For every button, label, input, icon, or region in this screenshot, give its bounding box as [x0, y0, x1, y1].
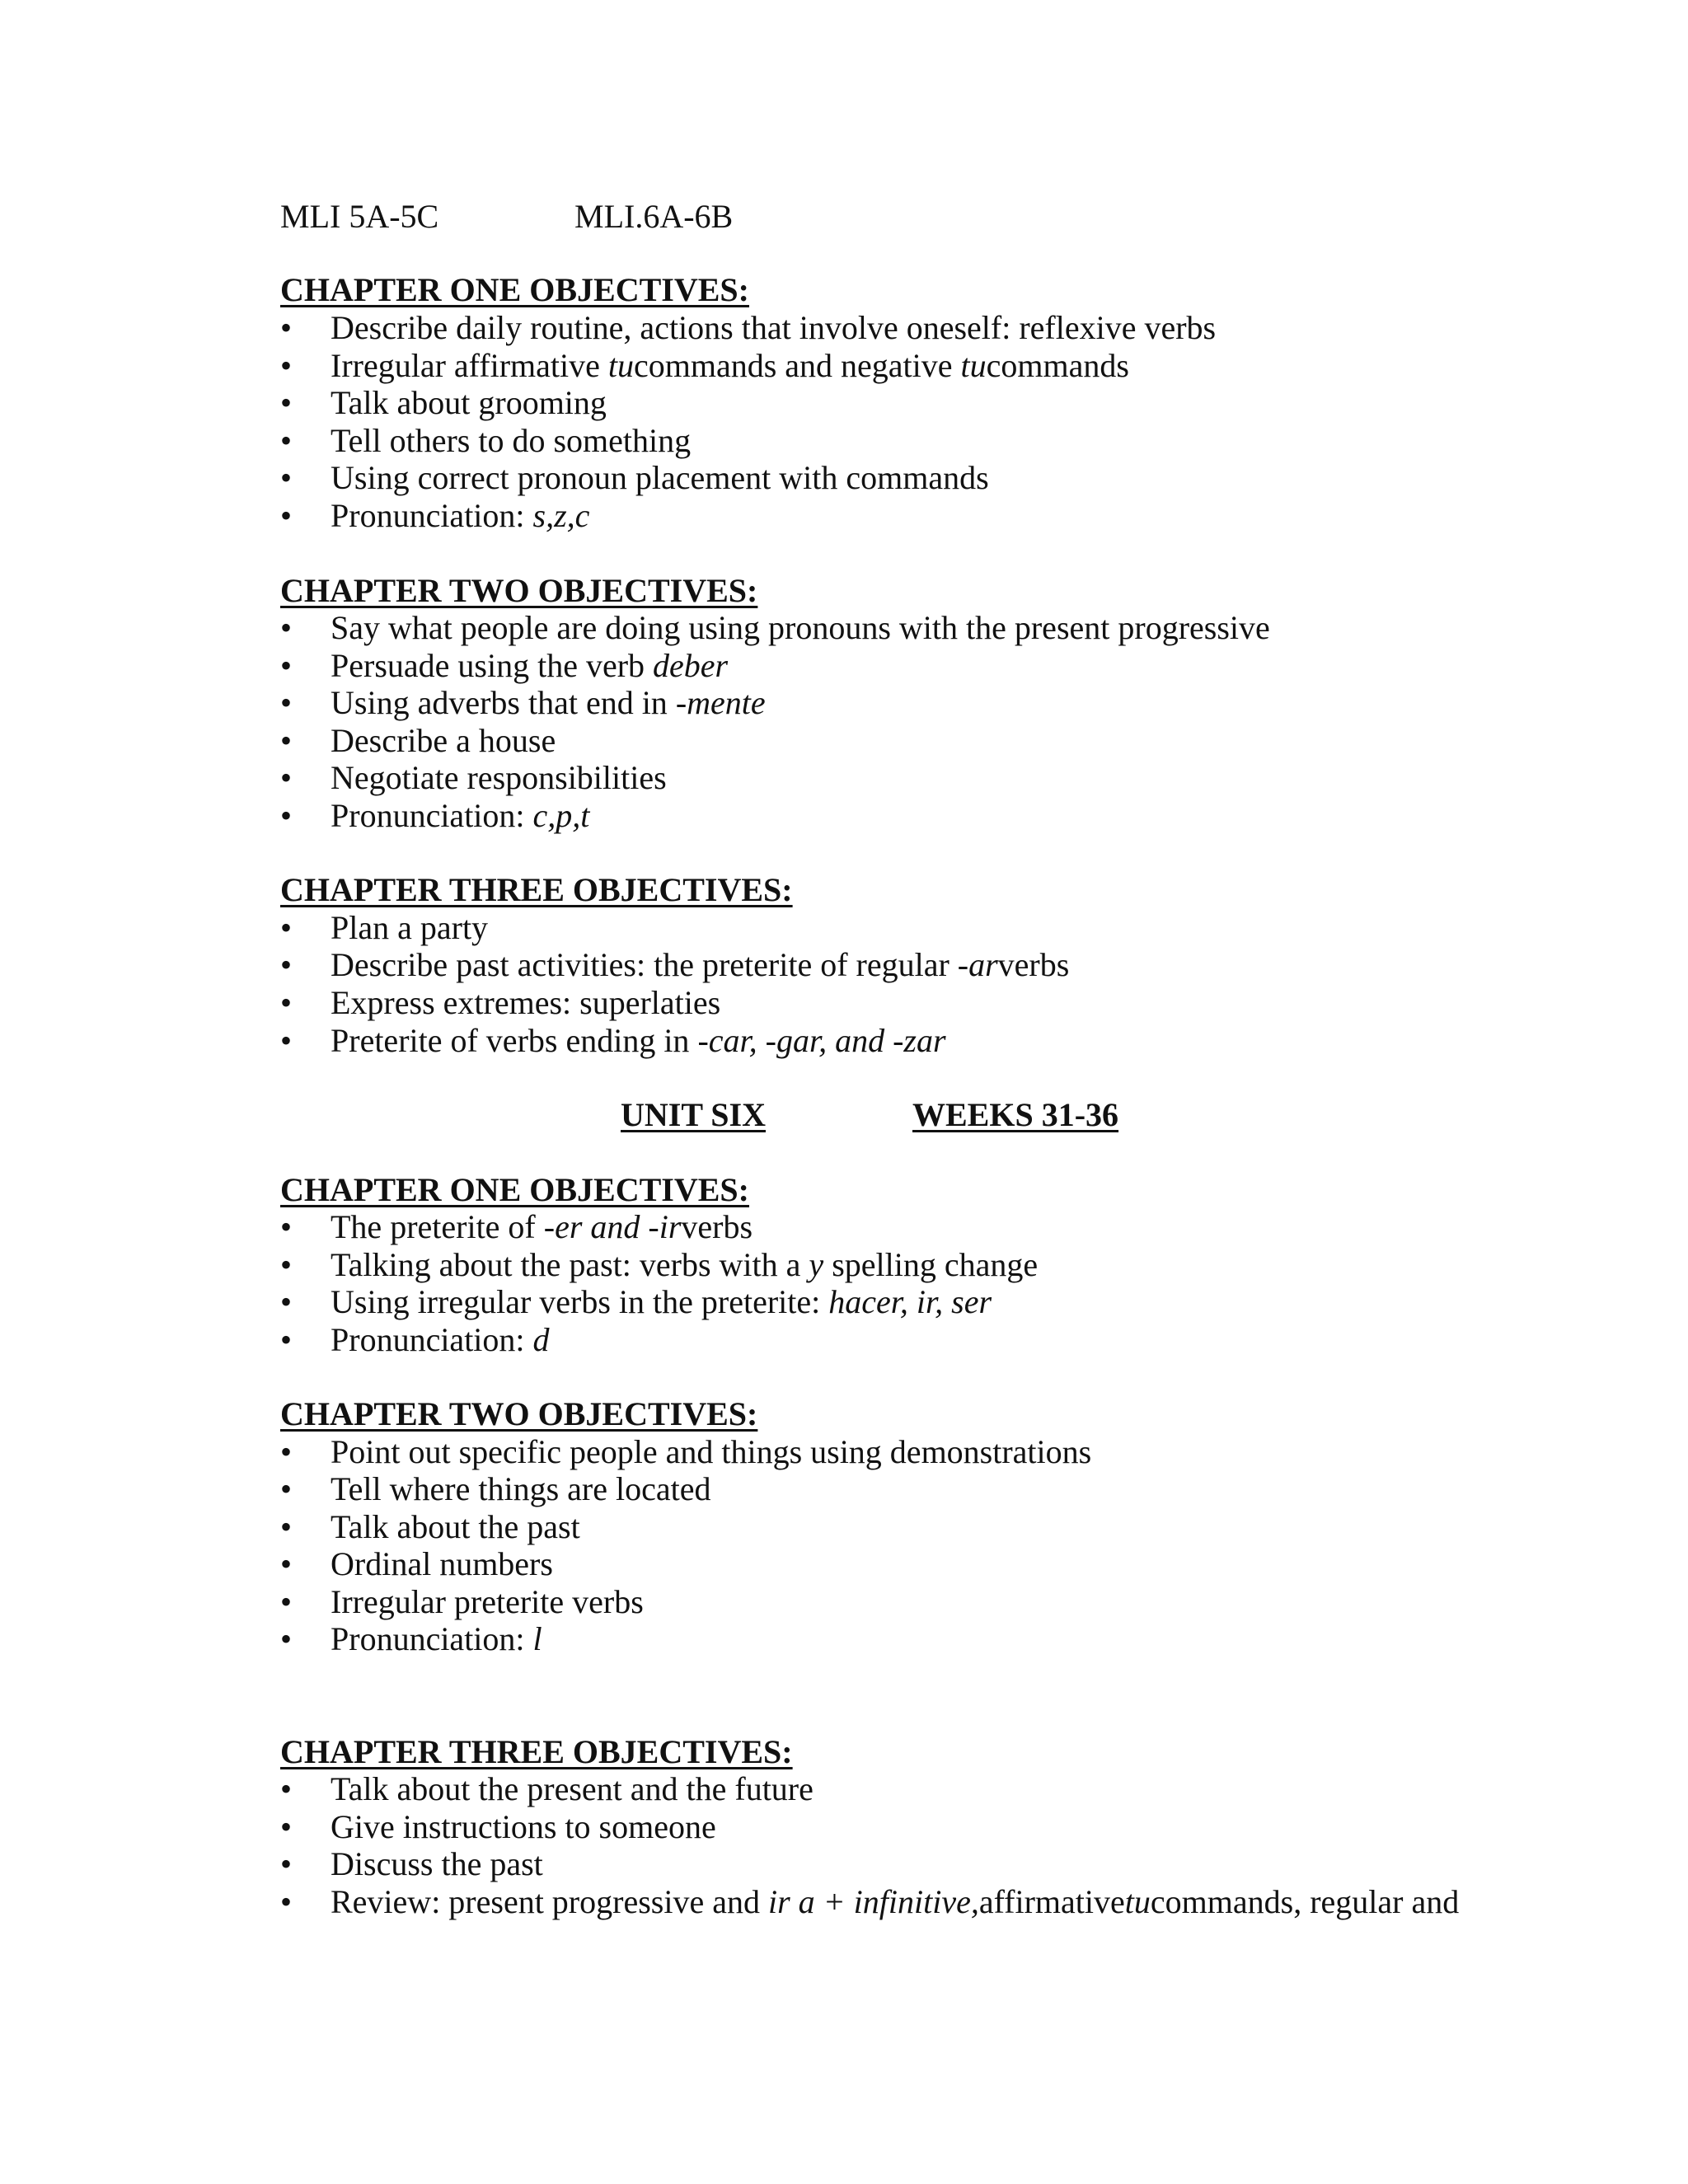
bullet: • — [280, 1883, 293, 1920]
bullet: • — [280, 1545, 293, 1582]
bullet: • — [280, 1583, 293, 1620]
objective-item: Express extremes: superlaties — [331, 984, 721, 1021]
bullet: • — [280, 647, 293, 684]
bullet: • — [280, 946, 293, 983]
unit-six-heading: UNIT SIX — [621, 1096, 766, 1133]
bullet: • — [280, 797, 293, 834]
bullet: • — [280, 1808, 293, 1845]
bullet: • — [280, 1321, 293, 1358]
objective-item: Review: present progressive and ir a + infinitive,affirmativetucommands, regular and — [331, 1883, 1460, 1920]
bullet: • — [280, 1208, 293, 1245]
objective-item: Give instructions to someone — [331, 1808, 716, 1845]
bullet: • — [280, 459, 293, 496]
bullet: • — [280, 609, 293, 646]
objective-item: Talking about the past: verbs with a y spelling change — [331, 1246, 1039, 1283]
objective-item: Persuade using the verb deber — [331, 647, 729, 684]
bullet: • — [280, 722, 293, 759]
objective-item: Pronunciation: c,p,t — [331, 797, 590, 834]
objective-item: Irregular affirmative tucommands and negative tucommands — [331, 347, 1129, 384]
objective-item: Tell where things are located — [331, 1470, 711, 1507]
objective-item: Preterite of verbs ending in -car, -gar, and -zar — [331, 1022, 946, 1059]
objective-item: Pronunciation: s,z,c — [331, 497, 590, 534]
chapter-one-heading: CHAPTER ONE OBJECTIVES: — [280, 1171, 749, 1208]
bullet: • — [280, 984, 293, 1021]
bullet: • — [280, 384, 293, 421]
objective-item: Point out specific people and things using demonstrations — [331, 1433, 1092, 1470]
objective-item: Using correct pronoun placement with commands — [331, 459, 989, 496]
chapter-two-heading: CHAPTER TWO OBJECTIVES: — [280, 572, 758, 609]
bullet: • — [280, 1508, 293, 1545]
objective-item: Say what people are doing using pronouns with the present progressive — [331, 609, 1270, 646]
objective-item: Talk about the past — [331, 1508, 580, 1545]
bullet: • — [280, 1845, 293, 1882]
objective-item: Irregular preterite verbs — [331, 1583, 644, 1620]
objective-item: The preterite of -er and -irverbs — [331, 1208, 753, 1245]
bullet: • — [280, 759, 293, 796]
chapter-two-heading: CHAPTER TWO OBJECTIVES: — [280, 1395, 758, 1432]
bullet: • — [280, 347, 293, 384]
bullet: • — [280, 497, 293, 534]
objective-item: Using adverbs that end in -mente — [331, 684, 766, 721]
bullet: • — [280, 1470, 293, 1507]
weeks-heading: WEEKS 31-36 — [912, 1096, 1119, 1133]
bullet: • — [280, 684, 293, 721]
standard-code-right: MLI.6A-6B — [574, 198, 734, 235]
bullet: • — [280, 1283, 293, 1320]
objective-item: Ordinal numbers — [331, 1545, 553, 1582]
bullet: • — [280, 909, 293, 946]
chapter-three-heading: CHAPTER THREE OBJECTIVES: — [280, 871, 793, 908]
objective-item: Using irregular verbs in the preterite: hacer, ir, ser — [331, 1283, 992, 1320]
bullet: • — [280, 1620, 293, 1657]
objective-item: Plan a party — [331, 909, 489, 946]
objective-item: Pronunciation: l — [331, 1620, 542, 1657]
objective-item: Pronunciation: d — [331, 1321, 550, 1358]
bullet: • — [280, 1022, 293, 1059]
standard-code-left: MLI 5A-5C — [280, 198, 439, 235]
objective-item: Describe a house — [331, 722, 556, 759]
objective-item: Discuss the past — [331, 1845, 543, 1882]
bullet: • — [280, 1246, 293, 1283]
objective-item: Talk about the present and the future — [331, 1770, 814, 1807]
objective-item: Describe daily routine, actions that involve oneself: reflexive verbs — [331, 309, 1217, 346]
bullet: • — [280, 422, 293, 459]
chapter-three-heading: CHAPTER THREE OBJECTIVES: — [280, 1733, 793, 1770]
bullet: • — [280, 1433, 293, 1470]
objective-item: Tell others to do something — [331, 422, 692, 459]
objective-item: Negotiate responsibilities — [331, 759, 667, 796]
bullet: • — [280, 309, 293, 346]
objective-item: Talk about grooming — [331, 384, 607, 421]
bullet: • — [280, 1770, 293, 1807]
objective-item: Describe past activities: the preterite of regular -arverbs — [331, 946, 1070, 983]
chapter-one-heading: CHAPTER ONE OBJECTIVES: — [280, 271, 749, 308]
